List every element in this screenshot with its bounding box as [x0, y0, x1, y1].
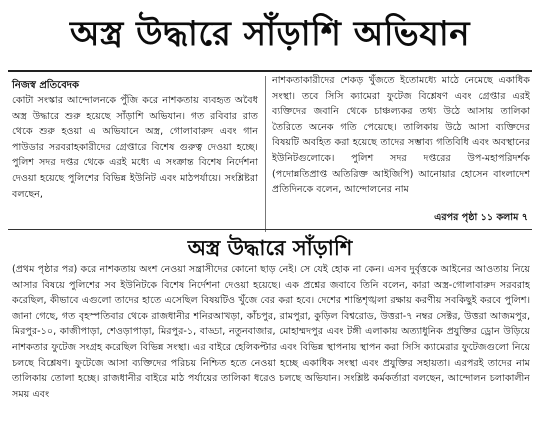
headline-rule: [8, 70, 532, 72]
byline: নিজস্ব প্রতিবেদক: [12, 80, 80, 91]
continuation-body: করে নাশকতায় অংশ নেওয়া সন্ত্রাসীদের কোনো ছাড় নেই। সে যেই হোক না কেন। এসব দুর্বৃত্তকে আইনের আওতায় নিয়ে আসার বিষয়ে পুলিশের সব ইউনিটকে বিশেষ নির্দেশনা দেওয়া হয়েছে। এক প্রশ্নের জবাবে তিনি বলেন, কারা অস্ত্র-গোলাবারুদ সরবরাহ করেছিল, কীভাবে এগুলো তাদের হাতে এসেছিল বিষয়টিও খুঁজে বের করা হবে। দেশের শান্তিশৃঙ্খলা রক্ষায় করণীয় সবকিছুই করবে পুলিশ। জানা গেছে, গত বৃহস্পতিবার থেকে রাজধানীর শনিরআখড়া, কাঁচপুর, রামপুরা, কুড়িল বিশ্বরোড, উত্তরা-৭ নম্বর সেক্টর, উত্তরা আজমপুর, মিরপুর-১০, কাজীপাড়া, শেওড়াপাড়া, মিরপুর-১, বাড্ডা, নতুনবাজার, মোহাম্মদপুর এবং টঙ্গী এলাকায় অত্যাধুনিক প্রযুক্তির ড্রোন উড়িয়ে নাশকতার ফুটেজ সংগ্রহ করেছিল বিভিন্ন সংস্থা। এর বাইরে হেলিকপ্টার এবং বিভিন্ন স্থাপনায় স্থাপন করা সিসি ক্যামেরার ফুটেজগুলো নিয়ে চলছে বিশ্লেষণ। ফুটেজে আসা ব্যক্তিদের পরিচয় নিশ্চিত হতে নেওয়া হচ্ছে একাধিক সংস্থা এবং প্রযুক্তির সহায়তা। এরপরই তাদের নাম তালিকায় তোলা হচ্ছে। রাজধানীর বাইরে মাঠ পর্যায়ের তালিকা ধরেও চলছে অভিযান। সংশ্লিষ্ট কর্মকর্তারা বলছেন, আন্দোলন চলাকালীন সময় এবং: [12, 264, 530, 400]
right-column-text: নাশকতাকারীদের শেকড় খুঁজতে ইতোমধ্যে মাঠে নেমেছে একাধিক সংস্থা। তবে সিসি ক্যামেরা ফুটেজ বিশ্লেষণ এবং গ্রেপ্তার এরই ব্যক্তিদের জবানি থেকে চাঞ্চল্যকর তথ্য উঠে আসায় তালিকা তৈরিতে অনেক গতি পেয়েছে। তালিকায় উঠে আসা ব্যক্তিদের বিষয়টি অবহিত করা হয়েছে তাদের সম্ভাব্য গতিবিধি এবং অবস্থানের ইউনিটগুলোকে। পুলিশ সদর দপ্তরের উপ-মহাপরিদর্শক (পদোন্নতিপ্রাপ্ত অতিরিক্ত আইজিপি) আনোয়ার হোসেন বাংলাদেশ প্রতিদিনকে বলেন, আন্দোলনের নাম: [272, 75, 530, 196]
continuation-lead: (প্রথম পৃষ্ঠার পর): [12, 264, 78, 275]
section-rule: [8, 229, 532, 230]
continued-note: এরপর পৃষ্ঠা ১১ কলাম ৭: [434, 212, 528, 223]
continuation-text: [12, 262, 530, 440]
headline: অস্ত্র উদ্ধারে সাঁড়াশি অভিযান: [69, 13, 471, 54]
left-column-text: কোটা সংস্কার আন্দোলনকে পুঁজি করে নাশকতায় ব্যবহৃত অবৈধ অস্ত্র উদ্ধারে শুরু হয়েছে সাঁড়াশি অভিযান। গত রবিবার রাত থেকে শুরু হওয়া এ অভিযানে অস্ত্র, গোলাবারুদ এবং গান পাউডার সরবরাহকারীদের গ্রেপ্তারে বিশেষ গুরুত্ব দেওয়া হচ্ছে। পুলিশ সদর দপ্তর থেকে এরই মধ্যে এ সংক্রান্ত বিশেষ নির্দেশনা দেওয়া হয়েছে পুলিশের বিভিন্ন ইউনিট এবং মাঠপর্যায়ে। সংশ্লিষ্টরা বলছেন,: [12, 95, 258, 200]
continuation-headline: অস্ত্র উদ্ধারে সাঁড়াশি: [187, 236, 353, 260]
column-divider: [265, 76, 266, 232]
